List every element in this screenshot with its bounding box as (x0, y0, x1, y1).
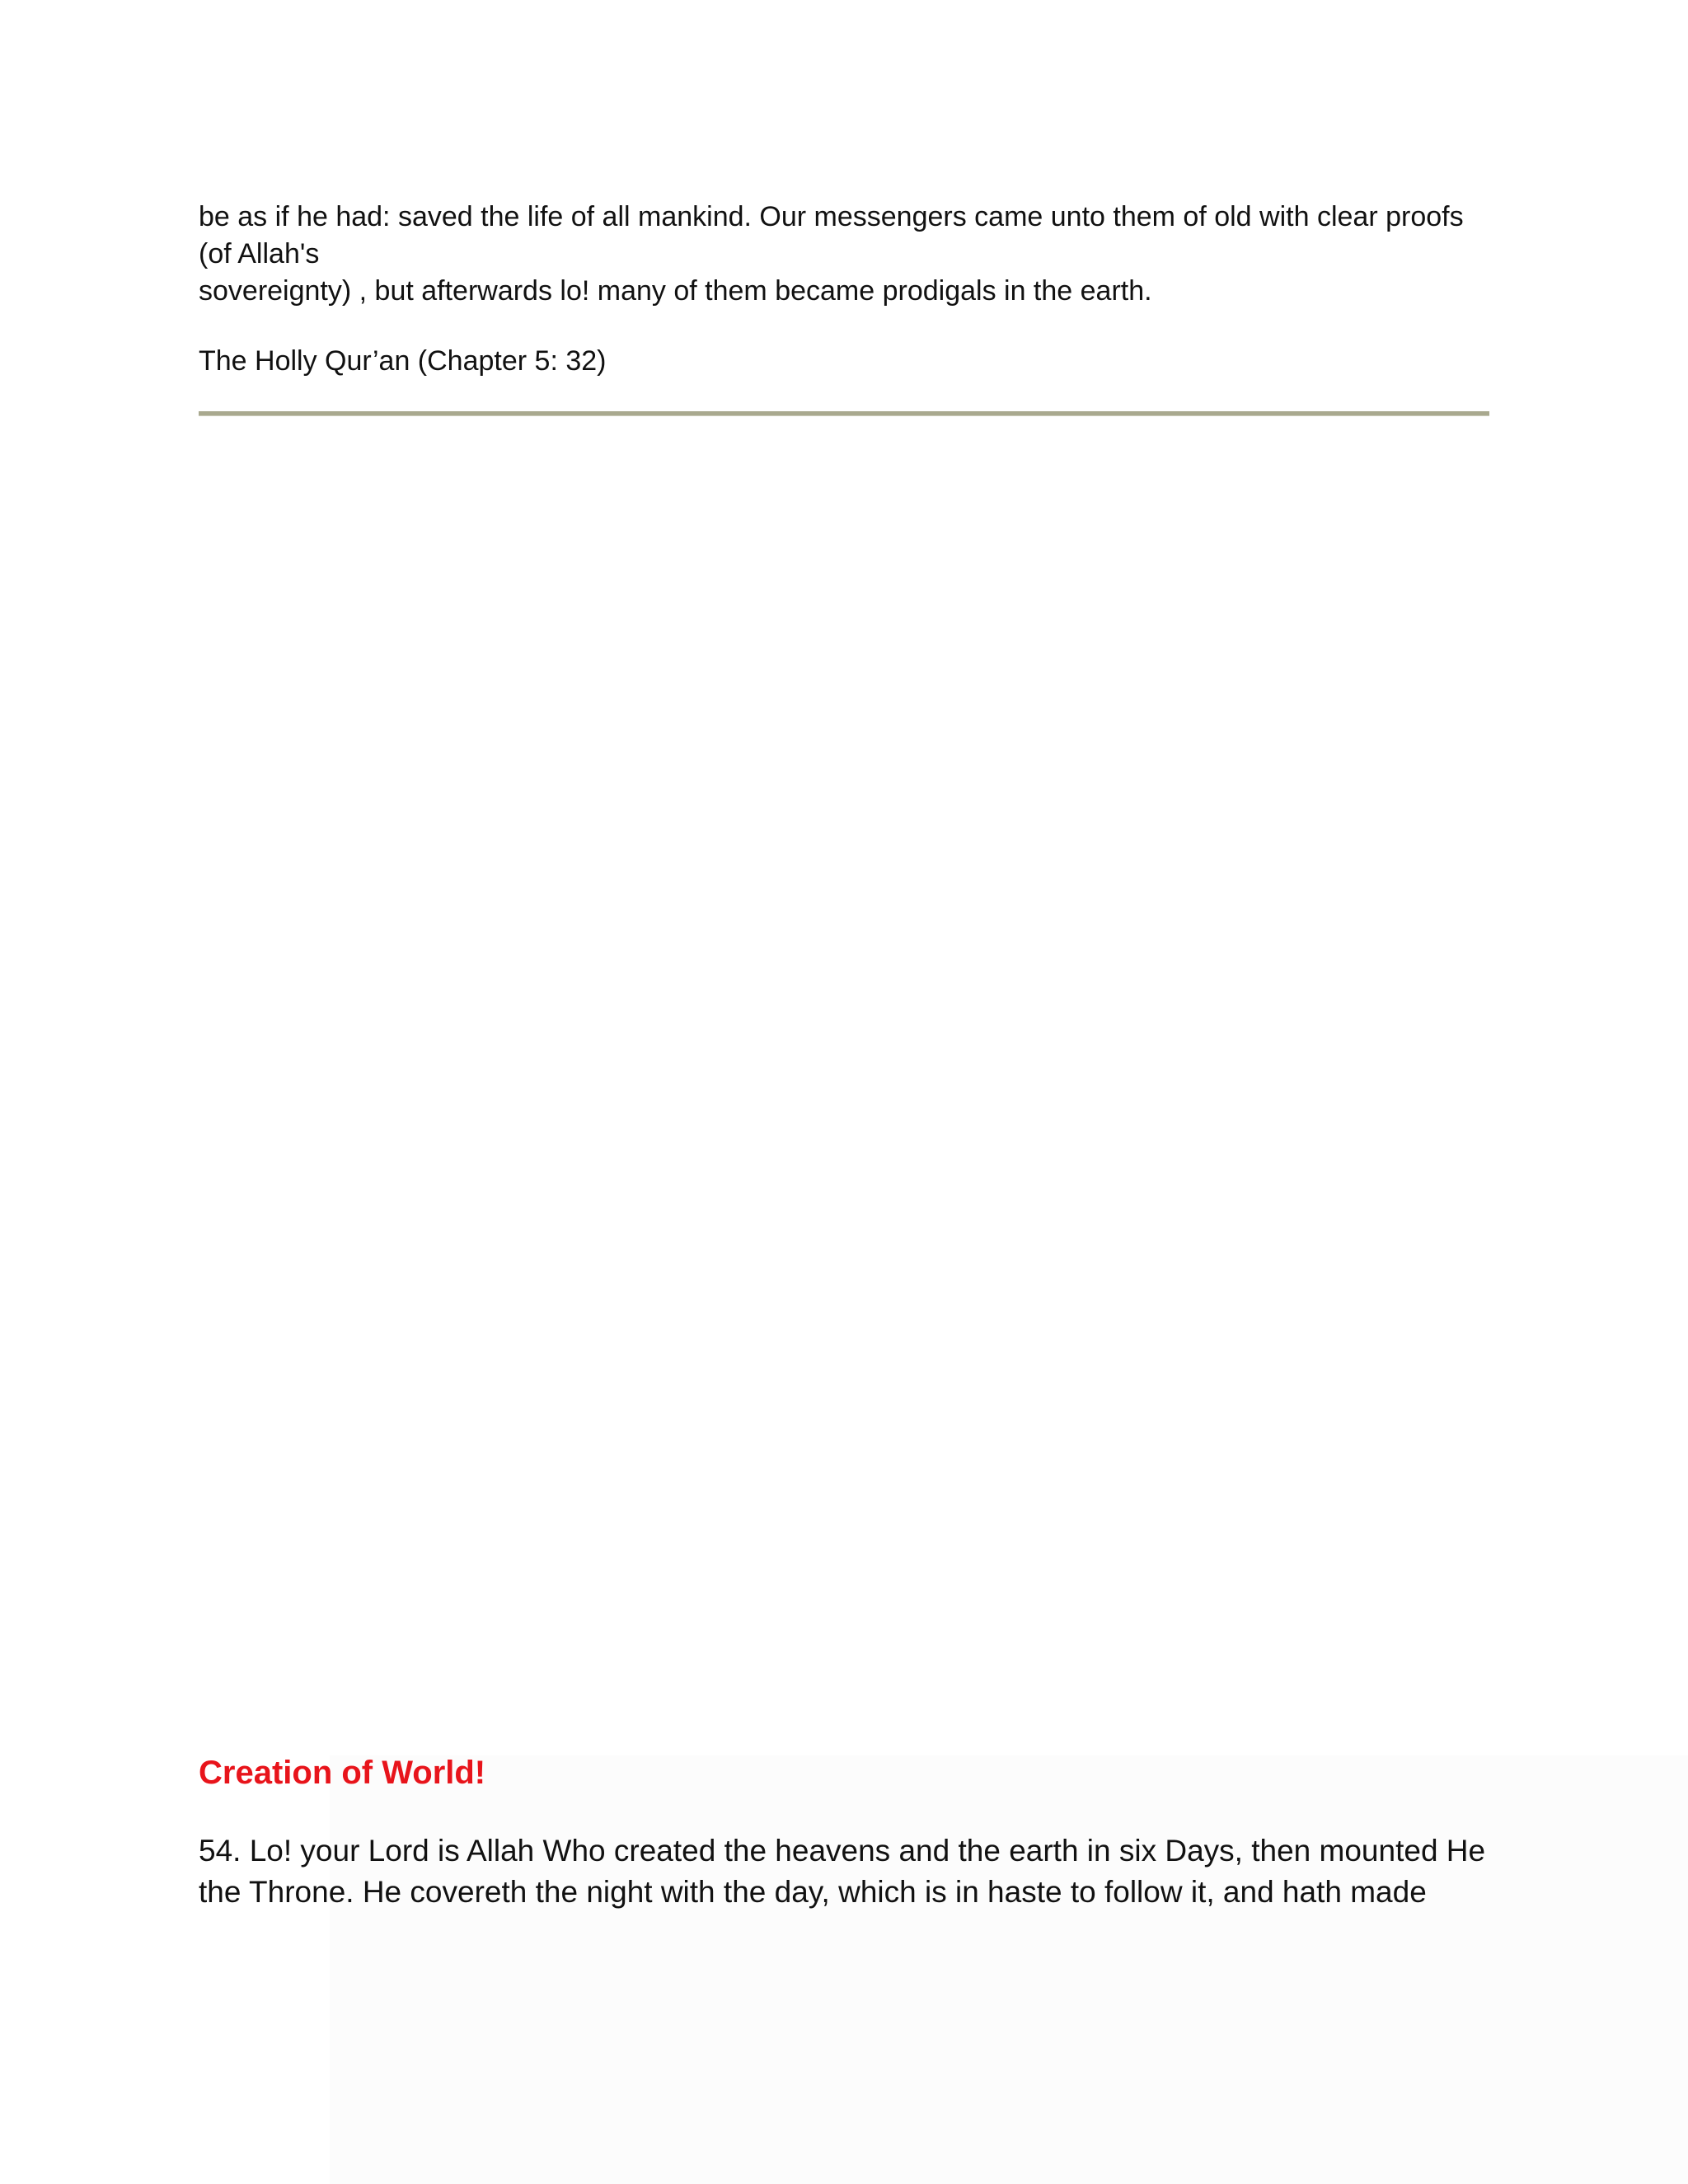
verse-line-2: the Throne. He covereth the night with the day, which is in haste to follow it, and hath made (199, 1875, 1427, 1909)
section-heading: Creation of World! (199, 1755, 486, 1791)
verse-paragraph (199, 1830, 1517, 1913)
quote-line-2: (of Allah's (199, 238, 320, 269)
horizontal-rule (199, 411, 1489, 416)
creation-section (199, 1748, 1517, 1913)
quote-passage (199, 199, 1501, 380)
quote-line-3: sovereignty) , but afterwards lo! many of them became prodigals in the earth. (199, 275, 1152, 307)
quote-line-1: be as if he had: saved the life of all mankind. Our messengers came unto them of old with clear proofs (199, 201, 1464, 232)
verse-line-1: 54. Lo! your Lord is Allah Who created the heavens and the earth in six Days, then mounted He (199, 1834, 1486, 1868)
quote-citation: The Holly Qur’an (Chapter 5: 32) (199, 345, 607, 377)
